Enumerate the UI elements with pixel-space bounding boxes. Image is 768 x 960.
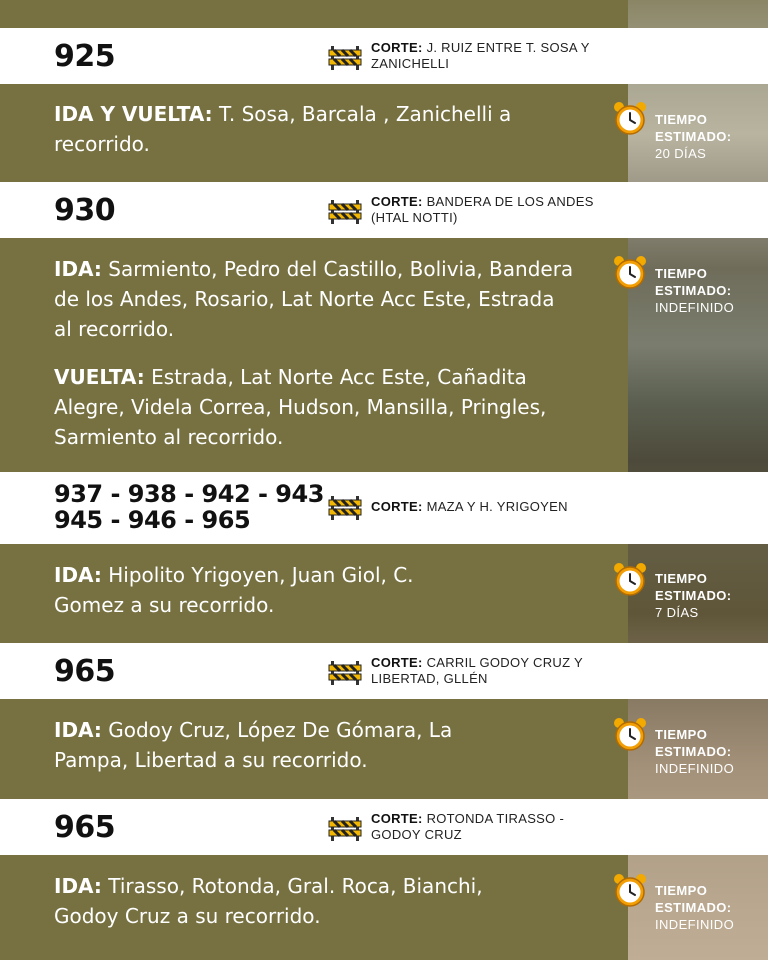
route-number: 930	[54, 193, 116, 228]
route-streets: Sarmiento, Pedro del Castillo, Bolivia, Bandera de los Andes, Rosario, Lat Norte Acc Este, Estrada al recorrido.	[54, 257, 574, 341]
route-streets: Godoy Cruz, López De Gómara, La Pampa, Libertad a su recorrido.	[54, 718, 453, 772]
route-description	[54, 99, 574, 159]
corte-location: BANDERA DE LOS ANDES (HTAL NOTTI)	[371, 194, 594, 225]
alarm-clock-icon	[612, 254, 648, 290]
tiempo-value: INDEFINIDO	[655, 917, 735, 932]
corte-text	[371, 40, 631, 72]
route-streets: Estrada, Lat Norte Acc Este, Cañadita Alegre, Videla Correa, Hudson, Mansilla, Pringles, Sarmiento al recorrido.	[54, 365, 547, 449]
corte-text	[371, 811, 591, 843]
route-paragraph	[54, 871, 534, 931]
corte-location: ROTONDA TIRASSO - GODOY CRUZ	[371, 811, 565, 842]
road-barrier-icon	[328, 44, 362, 70]
direction-label: IDA:	[54, 563, 102, 587]
direction-label: IDA:	[54, 718, 102, 742]
estimado-label: ESTIMADO:	[655, 744, 732, 759]
direction-label: IDA:	[54, 257, 102, 281]
road-barrier-icon	[328, 815, 362, 841]
alarm-clock-icon	[612, 100, 648, 136]
tiempo-estimado	[655, 570, 765, 621]
estimado-label: ESTIMADO:	[655, 129, 732, 144]
corte-label: CORTE:	[371, 811, 423, 826]
corte-text	[371, 499, 631, 515]
alarm-clock-icon	[612, 872, 648, 908]
route-description	[54, 254, 574, 452]
corte-label: CORTE:	[371, 499, 423, 514]
route-paragraph	[54, 715, 514, 775]
tiempo-label: TIEMPO	[655, 727, 708, 742]
route-streets: Hipolito Yrigoyen, Juan Giol, C. Gomez a su recorrido.	[54, 563, 414, 617]
direction-label: IDA Y VUELTA:	[54, 102, 213, 126]
route-numbers-line: 937 - 938 - 942 - 943	[54, 480, 324, 508]
direction-label: VUELTA:	[54, 365, 145, 389]
route-description	[54, 560, 474, 620]
road-barrier-icon	[328, 494, 362, 520]
tiempo-value: 7 DÍAS	[655, 605, 699, 620]
route-description	[54, 871, 534, 931]
tiempo-estimado	[655, 882, 765, 933]
corte-label: CORTE:	[371, 40, 423, 55]
direction-label: IDA:	[54, 874, 102, 898]
corte-location: CARRIL GODOY CRUZ Y LIBERTAD, GLLÉN	[371, 655, 583, 686]
route-streets: T. Sosa, Barcala , Zanichelli a recorrido.	[54, 102, 512, 156]
route-number: 925	[54, 39, 116, 74]
corte-text	[371, 194, 631, 226]
tiempo-estimado	[655, 265, 765, 316]
route-paragraph	[54, 99, 574, 159]
route-paragraph	[54, 560, 474, 620]
tiempo-label: TIEMPO	[655, 883, 708, 898]
tiempo-label: TIEMPO	[655, 571, 708, 586]
route-numbers	[54, 481, 324, 533]
route-number: 965	[54, 810, 116, 845]
estimado-label: ESTIMADO:	[655, 588, 732, 603]
route-paragraph	[54, 362, 574, 452]
tiempo-estimado	[655, 111, 765, 162]
road-barrier-icon	[328, 659, 362, 685]
corte-text	[371, 655, 631, 687]
route-streets: Tirasso, Rotonda, Gral. Roca, Bianchi, Godoy Cruz a su recorrido.	[54, 874, 483, 928]
route-numbers-line: 945 - 946 - 965	[54, 506, 251, 534]
road-barrier-icon	[328, 198, 362, 224]
tiempo-estimado	[655, 726, 765, 777]
estimado-label: ESTIMADO:	[655, 900, 732, 915]
alarm-clock-icon	[612, 716, 648, 752]
route-number: 965	[54, 654, 116, 689]
corte-label: CORTE:	[371, 194, 423, 209]
tiempo-value: 20 DÍAS	[655, 146, 707, 161]
route-paragraph	[54, 254, 574, 344]
corte-location: J. RUIZ ENTRE T. SOSA Y ZANICHELLI	[371, 40, 590, 71]
corte-label: CORTE:	[371, 655, 423, 670]
corte-location: MAZA Y H. YRIGOYEN	[426, 499, 568, 514]
tiempo-value: INDEFINIDO	[655, 761, 735, 776]
route-description	[54, 715, 514, 775]
tiempo-label: TIEMPO	[655, 266, 708, 281]
estimado-label: ESTIMADO:	[655, 283, 732, 298]
olive-panel	[0, 0, 628, 28]
tiempo-label: TIEMPO	[655, 112, 708, 127]
alarm-clock-icon	[612, 561, 648, 597]
tiempo-value: INDEFINIDO	[655, 300, 735, 315]
